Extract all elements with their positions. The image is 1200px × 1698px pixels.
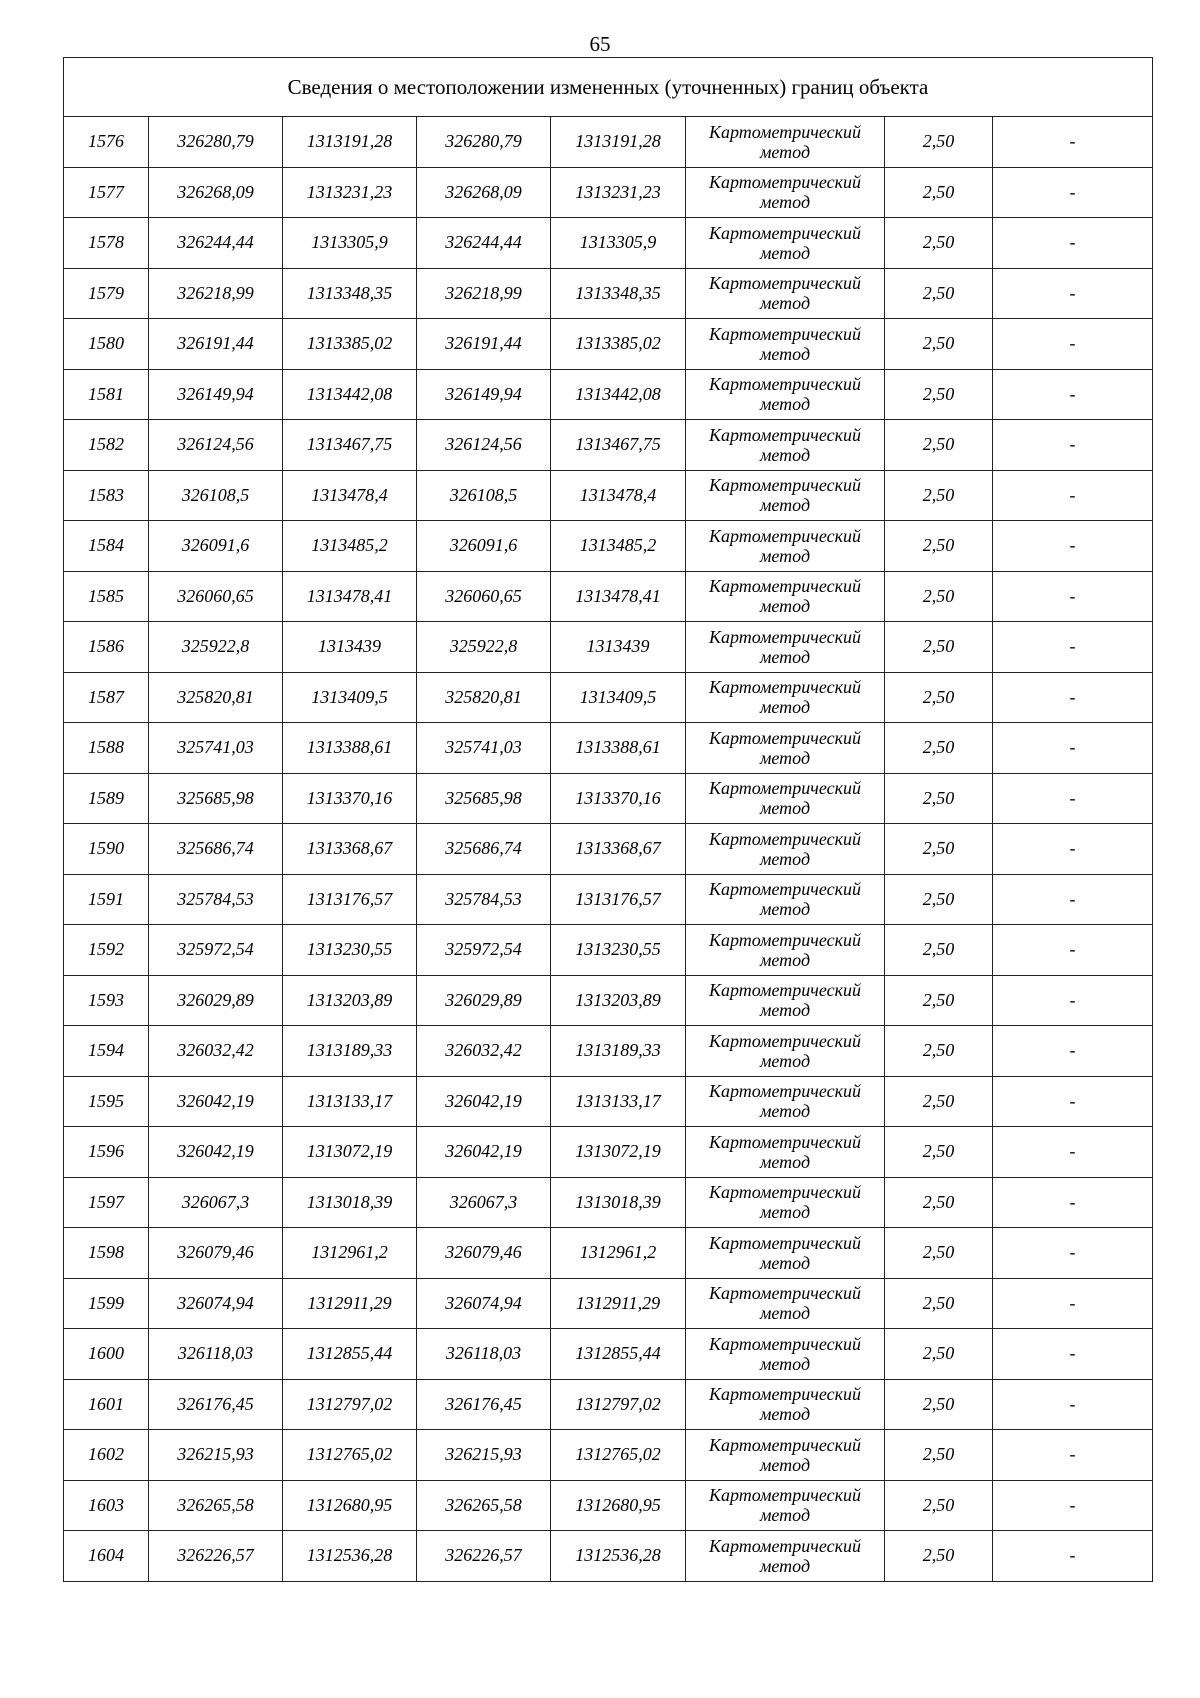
table-row	[64, 1177, 1153, 1228]
description-cell: -	[993, 1430, 1153, 1481]
table-row	[64, 218, 1153, 269]
x-existing-cell: 326124,56	[149, 420, 283, 471]
table-row	[64, 521, 1153, 572]
x-existing-cell: 326226,57	[149, 1531, 283, 1582]
point-number-cell: 1577	[64, 167, 149, 218]
method-cell: Картометрический метод	[686, 1430, 885, 1481]
point-number-cell: 1592	[64, 925, 149, 976]
y-new-cell: 1313230,55	[551, 925, 686, 976]
point-number-cell: 1589	[64, 773, 149, 824]
table-row	[64, 268, 1153, 319]
y-new-cell: 1313176,57	[551, 874, 686, 925]
x-existing-cell: 325922,8	[149, 622, 283, 673]
description-cell: -	[993, 773, 1153, 824]
y-existing-cell: 1312536,28	[283, 1531, 417, 1582]
y-new-cell: 1313478,4	[551, 470, 686, 521]
accuracy-cell: 2,50	[885, 218, 993, 269]
description-cell: -	[993, 470, 1153, 521]
point-number-cell: 1599	[64, 1278, 149, 1329]
point-number-cell: 1588	[64, 723, 149, 774]
method-cell: Картометрический метод	[686, 420, 885, 471]
accuracy-cell: 2,50	[885, 1228, 993, 1279]
accuracy-cell: 2,50	[885, 470, 993, 521]
y-new-cell: 1313467,75	[551, 420, 686, 471]
x-existing-cell: 326091,6	[149, 521, 283, 572]
description-cell: -	[993, 369, 1153, 420]
table-row	[64, 1480, 1153, 1531]
point-number-cell: 1595	[64, 1076, 149, 1127]
x-existing-cell: 325741,03	[149, 723, 283, 774]
table-row	[64, 1228, 1153, 1279]
x-new-cell: 326149,94	[417, 369, 551, 420]
table-row	[64, 975, 1153, 1026]
accuracy-cell: 2,50	[885, 1531, 993, 1582]
boundary-coordinates-table	[63, 57, 1153, 1582]
x-existing-cell: 326032,42	[149, 1026, 283, 1077]
y-new-cell: 1313485,2	[551, 521, 686, 572]
y-new-cell: 1312797,02	[551, 1379, 686, 1430]
y-new-cell: 1312765,02	[551, 1430, 686, 1481]
description-cell: -	[993, 1076, 1153, 1127]
point-number-cell: 1579	[64, 268, 149, 319]
accuracy-cell: 2,50	[885, 369, 993, 420]
accuracy-cell: 2,50	[885, 773, 993, 824]
y-new-cell: 1313133,17	[551, 1076, 686, 1127]
y-new-cell: 1313442,08	[551, 369, 686, 420]
accuracy-cell: 2,50	[885, 925, 993, 976]
table-row	[64, 167, 1153, 218]
point-number-cell: 1584	[64, 521, 149, 572]
table-caption: Сведения о местоположении измененных (уточненных) границ объекта	[64, 58, 1153, 117]
y-new-cell: 1312536,28	[551, 1531, 686, 1582]
y-existing-cell: 1313176,57	[283, 874, 417, 925]
x-existing-cell: 326029,89	[149, 975, 283, 1026]
y-existing-cell: 1313485,2	[283, 521, 417, 572]
accuracy-cell: 2,50	[885, 1480, 993, 1531]
x-existing-cell: 326042,19	[149, 1127, 283, 1178]
table-row	[64, 1379, 1153, 1430]
description-cell: -	[993, 571, 1153, 622]
y-new-cell: 1313388,61	[551, 723, 686, 774]
y-existing-cell: 1313072,19	[283, 1127, 417, 1178]
y-new-cell: 1313385,02	[551, 319, 686, 370]
x-new-cell: 326124,56	[417, 420, 551, 471]
x-new-cell: 325784,53	[417, 874, 551, 925]
y-new-cell: 1312961,2	[551, 1228, 686, 1279]
y-existing-cell: 1313230,55	[283, 925, 417, 976]
y-new-cell: 1312911,29	[551, 1278, 686, 1329]
method-cell: Картометрический метод	[686, 824, 885, 875]
y-existing-cell: 1313478,4	[283, 470, 417, 521]
x-new-cell: 326265,58	[417, 1480, 551, 1531]
y-existing-cell: 1312797,02	[283, 1379, 417, 1430]
y-new-cell: 1313305,9	[551, 218, 686, 269]
y-new-cell: 1313072,19	[551, 1127, 686, 1178]
method-cell: Картометрический метод	[686, 1531, 885, 1582]
accuracy-cell: 2,50	[885, 268, 993, 319]
x-new-cell: 325820,81	[417, 672, 551, 723]
point-number-cell: 1578	[64, 218, 149, 269]
y-new-cell: 1313370,16	[551, 773, 686, 824]
y-existing-cell: 1313370,16	[283, 773, 417, 824]
accuracy-cell: 2,50	[885, 1026, 993, 1077]
x-existing-cell: 325686,74	[149, 824, 283, 875]
point-number-cell: 1582	[64, 420, 149, 471]
x-new-cell: 326268,09	[417, 167, 551, 218]
table-row	[64, 1329, 1153, 1380]
method-cell: Картометрический метод	[686, 1228, 885, 1279]
y-new-cell: 1313348,35	[551, 268, 686, 319]
x-existing-cell: 326060,65	[149, 571, 283, 622]
accuracy-cell: 2,50	[885, 1379, 993, 1430]
table-row	[64, 1278, 1153, 1329]
method-cell: Картометрический метод	[686, 319, 885, 370]
x-new-cell: 326244,44	[417, 218, 551, 269]
x-new-cell: 326032,42	[417, 1026, 551, 1077]
x-existing-cell: 326215,93	[149, 1430, 283, 1481]
x-new-cell: 326215,93	[417, 1430, 551, 1481]
accuracy-cell: 2,50	[885, 1278, 993, 1329]
y-existing-cell: 1312961,2	[283, 1228, 417, 1279]
accuracy-cell: 2,50	[885, 1430, 993, 1481]
accuracy-cell: 2,50	[885, 1329, 993, 1380]
table-row	[64, 622, 1153, 673]
table-caption-row	[64, 58, 1153, 117]
accuracy-cell: 2,50	[885, 117, 993, 168]
description-cell: -	[993, 672, 1153, 723]
method-cell: Картометрический метод	[686, 1329, 885, 1380]
accuracy-cell: 2,50	[885, 167, 993, 218]
method-cell: Картометрический метод	[686, 369, 885, 420]
x-existing-cell: 325820,81	[149, 672, 283, 723]
x-existing-cell: 326280,79	[149, 117, 283, 168]
y-new-cell: 1312680,95	[551, 1480, 686, 1531]
y-existing-cell: 1313018,39	[283, 1177, 417, 1228]
description-cell: -	[993, 1177, 1153, 1228]
method-cell: Картометрический метод	[686, 1127, 885, 1178]
x-existing-cell: 326067,3	[149, 1177, 283, 1228]
y-existing-cell: 1313133,17	[283, 1076, 417, 1127]
point-number-cell: 1581	[64, 369, 149, 420]
x-existing-cell: 325972,54	[149, 925, 283, 976]
accuracy-cell: 2,50	[885, 874, 993, 925]
x-existing-cell: 326268,09	[149, 167, 283, 218]
x-new-cell: 326176,45	[417, 1379, 551, 1430]
x-existing-cell: 326079,46	[149, 1228, 283, 1279]
table-row	[64, 420, 1153, 471]
description-cell: -	[993, 1329, 1153, 1380]
description-cell: -	[993, 319, 1153, 370]
description-cell: -	[993, 874, 1153, 925]
accuracy-cell: 2,50	[885, 622, 993, 673]
y-existing-cell: 1313305,9	[283, 218, 417, 269]
y-new-cell: 1313231,23	[551, 167, 686, 218]
method-cell: Картометрический метод	[686, 723, 885, 774]
table-row	[64, 925, 1153, 976]
x-new-cell: 326218,99	[417, 268, 551, 319]
x-new-cell: 326074,94	[417, 1278, 551, 1329]
point-number-cell: 1600	[64, 1329, 149, 1380]
y-existing-cell: 1313203,89	[283, 975, 417, 1026]
description-cell: -	[993, 167, 1153, 218]
method-cell: Картометрический метод	[686, 1076, 885, 1127]
accuracy-cell: 2,50	[885, 1177, 993, 1228]
point-number-cell: 1585	[64, 571, 149, 622]
description-cell: -	[993, 117, 1153, 168]
table-row	[64, 1026, 1153, 1077]
accuracy-cell: 2,50	[885, 1127, 993, 1178]
y-existing-cell: 1313442,08	[283, 369, 417, 420]
table-body	[64, 117, 1153, 1582]
accuracy-cell: 2,50	[885, 1076, 993, 1127]
point-number-cell: 1593	[64, 975, 149, 1026]
table-row	[64, 319, 1153, 370]
y-new-cell: 1312855,44	[551, 1329, 686, 1380]
x-new-cell: 326108,5	[417, 470, 551, 521]
description-cell: -	[993, 1531, 1153, 1582]
x-existing-cell: 326149,94	[149, 369, 283, 420]
x-new-cell: 326280,79	[417, 117, 551, 168]
description-cell: -	[993, 1480, 1153, 1531]
x-new-cell: 325685,98	[417, 773, 551, 824]
y-existing-cell: 1313191,28	[283, 117, 417, 168]
method-cell: Картометрический метод	[686, 1026, 885, 1077]
point-number-cell: 1603	[64, 1480, 149, 1531]
y-existing-cell: 1312680,95	[283, 1480, 417, 1531]
x-new-cell: 325922,8	[417, 622, 551, 673]
x-existing-cell: 326074,94	[149, 1278, 283, 1329]
y-existing-cell: 1313385,02	[283, 319, 417, 370]
y-existing-cell: 1312855,44	[283, 1329, 417, 1380]
x-new-cell: 326118,03	[417, 1329, 551, 1380]
x-new-cell: 325972,54	[417, 925, 551, 976]
accuracy-cell: 2,50	[885, 975, 993, 1026]
description-cell: -	[993, 268, 1153, 319]
point-number-cell: 1597	[64, 1177, 149, 1228]
y-existing-cell: 1313231,23	[283, 167, 417, 218]
x-existing-cell: 326218,99	[149, 268, 283, 319]
description-cell: -	[993, 420, 1153, 471]
x-existing-cell: 326244,44	[149, 218, 283, 269]
table-row	[64, 571, 1153, 622]
x-existing-cell: 326042,19	[149, 1076, 283, 1127]
y-existing-cell: 1313439	[283, 622, 417, 673]
method-cell: Картометрический метод	[686, 470, 885, 521]
method-cell: Картометрический метод	[686, 1379, 885, 1430]
method-cell: Картометрический метод	[686, 622, 885, 673]
x-new-cell: 326191,44	[417, 319, 551, 370]
point-number-cell: 1576	[64, 117, 149, 168]
method-cell: Картометрический метод	[686, 1480, 885, 1531]
y-existing-cell: 1312911,29	[283, 1278, 417, 1329]
accuracy-cell: 2,50	[885, 521, 993, 572]
table-row	[64, 672, 1153, 723]
point-number-cell: 1602	[64, 1430, 149, 1481]
accuracy-cell: 2,50	[885, 420, 993, 471]
table-row	[64, 470, 1153, 521]
table-row	[64, 1531, 1153, 1582]
method-cell: Картометрический метод	[686, 218, 885, 269]
description-cell: -	[993, 1228, 1153, 1279]
y-new-cell: 1313018,39	[551, 1177, 686, 1228]
description-cell: -	[993, 521, 1153, 572]
point-number-cell: 1598	[64, 1228, 149, 1279]
method-cell: Картометрический метод	[686, 167, 885, 218]
x-new-cell: 326079,46	[417, 1228, 551, 1279]
x-new-cell: 325686,74	[417, 824, 551, 875]
method-cell: Картометрический метод	[686, 571, 885, 622]
x-existing-cell: 326265,58	[149, 1480, 283, 1531]
table-row	[64, 824, 1153, 875]
y-existing-cell: 1313467,75	[283, 420, 417, 471]
y-existing-cell: 1313409,5	[283, 672, 417, 723]
table-row	[64, 773, 1153, 824]
point-number-cell: 1586	[64, 622, 149, 673]
y-new-cell: 1313368,67	[551, 824, 686, 875]
table-row	[64, 369, 1153, 420]
x-new-cell: 326091,6	[417, 521, 551, 572]
x-new-cell: 326060,65	[417, 571, 551, 622]
point-number-cell: 1594	[64, 1026, 149, 1077]
y-new-cell: 1313409,5	[551, 672, 686, 723]
point-number-cell: 1590	[64, 824, 149, 875]
accuracy-cell: 2,50	[885, 571, 993, 622]
accuracy-cell: 2,50	[885, 672, 993, 723]
method-cell: Картометрический метод	[686, 117, 885, 168]
x-existing-cell: 326108,5	[149, 470, 283, 521]
y-new-cell: 1313189,33	[551, 1026, 686, 1077]
x-existing-cell: 326118,03	[149, 1329, 283, 1380]
point-number-cell: 1601	[64, 1379, 149, 1430]
x-existing-cell: 326176,45	[149, 1379, 283, 1430]
y-existing-cell: 1313368,67	[283, 824, 417, 875]
y-new-cell: 1313203,89	[551, 975, 686, 1026]
description-cell: -	[993, 1127, 1153, 1178]
description-cell: -	[993, 925, 1153, 976]
method-cell: Картометрический метод	[686, 773, 885, 824]
description-cell: -	[993, 1379, 1153, 1430]
x-existing-cell: 325784,53	[149, 874, 283, 925]
x-new-cell: 326067,3	[417, 1177, 551, 1228]
x-new-cell: 326042,19	[417, 1127, 551, 1178]
method-cell: Картометрический метод	[686, 1278, 885, 1329]
method-cell: Картометрический метод	[686, 1177, 885, 1228]
y-existing-cell: 1313478,41	[283, 571, 417, 622]
y-existing-cell: 1313388,61	[283, 723, 417, 774]
y-new-cell: 1313191,28	[551, 117, 686, 168]
x-existing-cell: 325685,98	[149, 773, 283, 824]
point-number-cell: 1604	[64, 1531, 149, 1582]
accuracy-cell: 2,50	[885, 319, 993, 370]
page-number: 65	[589, 32, 611, 56]
table-row	[64, 1127, 1153, 1178]
table-row	[64, 874, 1153, 925]
y-existing-cell: 1313348,35	[283, 268, 417, 319]
table-row	[64, 117, 1153, 168]
description-cell: -	[993, 1278, 1153, 1329]
x-new-cell: 326226,57	[417, 1531, 551, 1582]
method-cell: Картометрический метод	[686, 975, 885, 1026]
y-existing-cell: 1312765,02	[283, 1430, 417, 1481]
point-number-cell: 1583	[64, 470, 149, 521]
point-number-cell: 1591	[64, 874, 149, 925]
description-cell: -	[993, 824, 1153, 875]
x-new-cell: 326042,19	[417, 1076, 551, 1127]
accuracy-cell: 2,50	[885, 723, 993, 774]
method-cell: Картометрический метод	[686, 925, 885, 976]
method-cell: Картометрический метод	[686, 672, 885, 723]
method-cell: Картометрический метод	[686, 268, 885, 319]
point-number-cell: 1580	[64, 319, 149, 370]
description-cell: -	[993, 218, 1153, 269]
description-cell: -	[993, 622, 1153, 673]
method-cell: Картометрический метод	[686, 874, 885, 925]
y-existing-cell: 1313189,33	[283, 1026, 417, 1077]
method-cell: Картометрический метод	[686, 521, 885, 572]
description-cell: -	[993, 1026, 1153, 1077]
x-existing-cell: 326191,44	[149, 319, 283, 370]
description-cell: -	[993, 723, 1153, 774]
x-new-cell: 325741,03	[417, 723, 551, 774]
table-row	[64, 723, 1153, 774]
table-row	[64, 1430, 1153, 1481]
y-new-cell: 1313478,41	[551, 571, 686, 622]
boundary-table-container	[63, 57, 1152, 1582]
point-number-cell: 1587	[64, 672, 149, 723]
y-new-cell: 1313439	[551, 622, 686, 673]
x-new-cell: 326029,89	[417, 975, 551, 1026]
accuracy-cell: 2,50	[885, 824, 993, 875]
description-cell: -	[993, 975, 1153, 1026]
point-number-cell: 1596	[64, 1127, 149, 1178]
table-row	[64, 1076, 1153, 1127]
